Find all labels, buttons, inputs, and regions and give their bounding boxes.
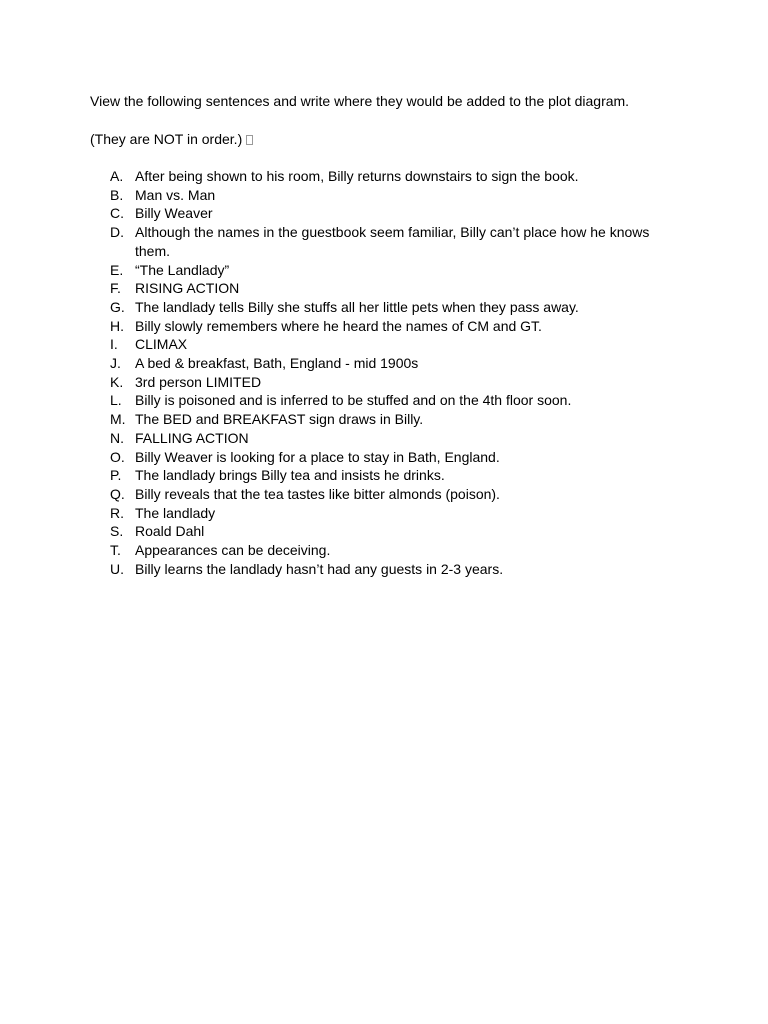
order-note bbox=[90, 130, 253, 148]
list-item bbox=[110, 167, 670, 186]
list-item bbox=[110, 298, 670, 317]
list-item-letter: A. bbox=[110, 168, 124, 184]
list-item-text: CLIMAX bbox=[135, 336, 188, 353]
list-item-letter: C. bbox=[110, 205, 124, 222]
instruction-text: View the following sentences and write where they would be added to the plot diagram. bbox=[90, 93, 630, 109]
list-item-text: A bed & breakfast, Bath, England - mid 1900s bbox=[135, 355, 419, 372]
list-item-letter: K. bbox=[110, 373, 124, 390]
list-item-letter: T. bbox=[110, 542, 121, 559]
list-item-letter: M. bbox=[110, 411, 126, 428]
list-item-text: The BED and BREAKFAST sign draws in Billy. bbox=[135, 411, 424, 428]
list-item bbox=[110, 204, 670, 223]
list-item bbox=[110, 279, 670, 298]
list-item-text: “The Landlady” bbox=[135, 261, 230, 278]
list-item bbox=[110, 522, 670, 541]
order-note-text: (They are NOT in order.) bbox=[90, 131, 243, 147]
list-item bbox=[110, 335, 670, 354]
list-item bbox=[110, 223, 670, 260]
list-item bbox=[110, 429, 670, 448]
list-item-letter: P. bbox=[110, 467, 122, 484]
list-item bbox=[110, 448, 670, 467]
list-item-letter: I. bbox=[110, 336, 118, 353]
list-item-letter: G. bbox=[110, 298, 125, 315]
list-item-text: FALLING ACTION bbox=[135, 429, 249, 446]
list-item-letter: U. bbox=[110, 560, 124, 577]
list-item-letter: F. bbox=[110, 280, 121, 297]
list-item-text: After being shown to his room, Billy returns downstairs to sign the book. bbox=[135, 168, 579, 184]
list-item-letter: Q. bbox=[110, 485, 125, 502]
list-item-letter: J. bbox=[110, 355, 121, 372]
list-item-text: Billy reveals that the tea tastes like bitter almonds (poison). bbox=[135, 485, 500, 502]
list-item-text: The landlady brings Billy tea and insists he drinks. bbox=[135, 467, 445, 484]
list-item-letter: L. bbox=[110, 392, 122, 409]
list-item-text: Billy Weaver is looking for a place to stay in Bath, England. bbox=[135, 448, 500, 465]
list-item-text: 3rd person LIMITED bbox=[135, 373, 262, 390]
list-item-text: Billy slowly remembers where he heard the names of CM and GT. bbox=[135, 317, 542, 334]
missing-glyph-icon bbox=[246, 135, 253, 145]
lettered-list bbox=[110, 167, 670, 578]
list-item bbox=[110, 317, 670, 336]
list-item bbox=[110, 504, 670, 523]
list-item-text: Man vs. Man bbox=[135, 186, 216, 203]
list-item-letter: E. bbox=[110, 261, 124, 278]
list-item bbox=[110, 466, 670, 485]
list-item bbox=[110, 391, 670, 410]
list-item-text: The landlady bbox=[135, 504, 216, 521]
list-item bbox=[110, 373, 670, 392]
list-item bbox=[110, 410, 670, 429]
list-item-letter: H. bbox=[110, 317, 124, 334]
list-item-text: Although the names in the guestbook seem familiar, Billy can’t place how he knows them. bbox=[135, 224, 650, 259]
list-item-text: Billy Weaver bbox=[135, 205, 213, 222]
list-item-letter: O. bbox=[110, 448, 125, 465]
list-item-text: Roald Dahl bbox=[135, 523, 205, 540]
list-item-letter: B. bbox=[110, 186, 124, 203]
list-item bbox=[110, 485, 670, 504]
list-item bbox=[110, 560, 670, 579]
list-item-text: The landlady tells Billy she stuffs all her little pets when they pass away. bbox=[135, 298, 579, 315]
list-item-letter: N. bbox=[110, 429, 124, 446]
list-item bbox=[110, 541, 670, 560]
list-item-text: RISING ACTION bbox=[135, 280, 240, 297]
list-item-letter: R. bbox=[110, 504, 124, 521]
list-item-text: Billy is poisoned and is inferred to be stuffed and on the 4th floor soon. bbox=[135, 392, 572, 409]
list-item bbox=[110, 354, 670, 373]
list-item-letter: S. bbox=[110, 523, 124, 540]
list-item-text: Appearances can be deceiving. bbox=[135, 542, 331, 559]
list-item bbox=[110, 261, 670, 280]
list-item-letter: D. bbox=[110, 224, 124, 241]
list-item-text: Billy learns the landlady hasn’t had any guests in 2-3 years. bbox=[135, 560, 504, 577]
list-item bbox=[110, 186, 670, 205]
